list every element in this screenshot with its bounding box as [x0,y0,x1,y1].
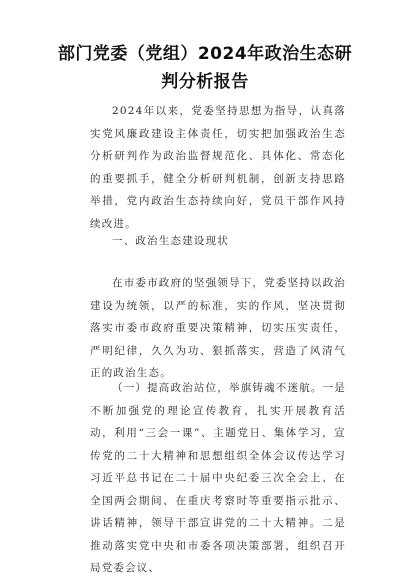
status-paragraph [90,272,346,385]
status-paragraph-text: 在市委市政府的坚强领导下，党委坚持以政治建设为统领，以严的标准，实的作风，坚决贯彻落实市委市政府重要决策精神，切实压实责任，严明纪律，久久为功、狠抓落实，营造了风清气正的政治生态。 [90,277,346,379]
intro-paragraph [90,100,346,235]
subsection-paragraph [90,377,346,580]
intro-paragraph-text: 2024年以来，党委坚持思想为指导，认真落实党风廉政建设主体责任，切实把加强政治生态分析研判作为政治监督规范化、具体化、常态化的重要抓手，健全分析研判机制，创新支持思路举措，党内政治生态持续向好，党员干部作风持续改进。 [90,105,346,230]
document-title: 部门党委（党组）2024年政治生态研判分析报告 [57,44,353,92]
subsection-paragraph-text: （一）提高政治站位，举旗铸魂不迷航。一是不断加强党的理论宣传教育，扎实开展教育活动，利用“三会一课”、主题党日、集体学习，宣传党的二十大精神和思想组织全体会议传达学习习近平总书记在二十届中央纪委三次全会上、在全国两会期间、在重庆考察时等重要指示批示、讲话精神，领导干部宣讲党的二十大精神。二是推动落实党中央和市委各项决策部署，组织召开局党委会议、 [90,382,346,574]
section-heading [90,230,346,253]
section-heading-text: 一、政治生态建设现状 [112,235,229,247]
